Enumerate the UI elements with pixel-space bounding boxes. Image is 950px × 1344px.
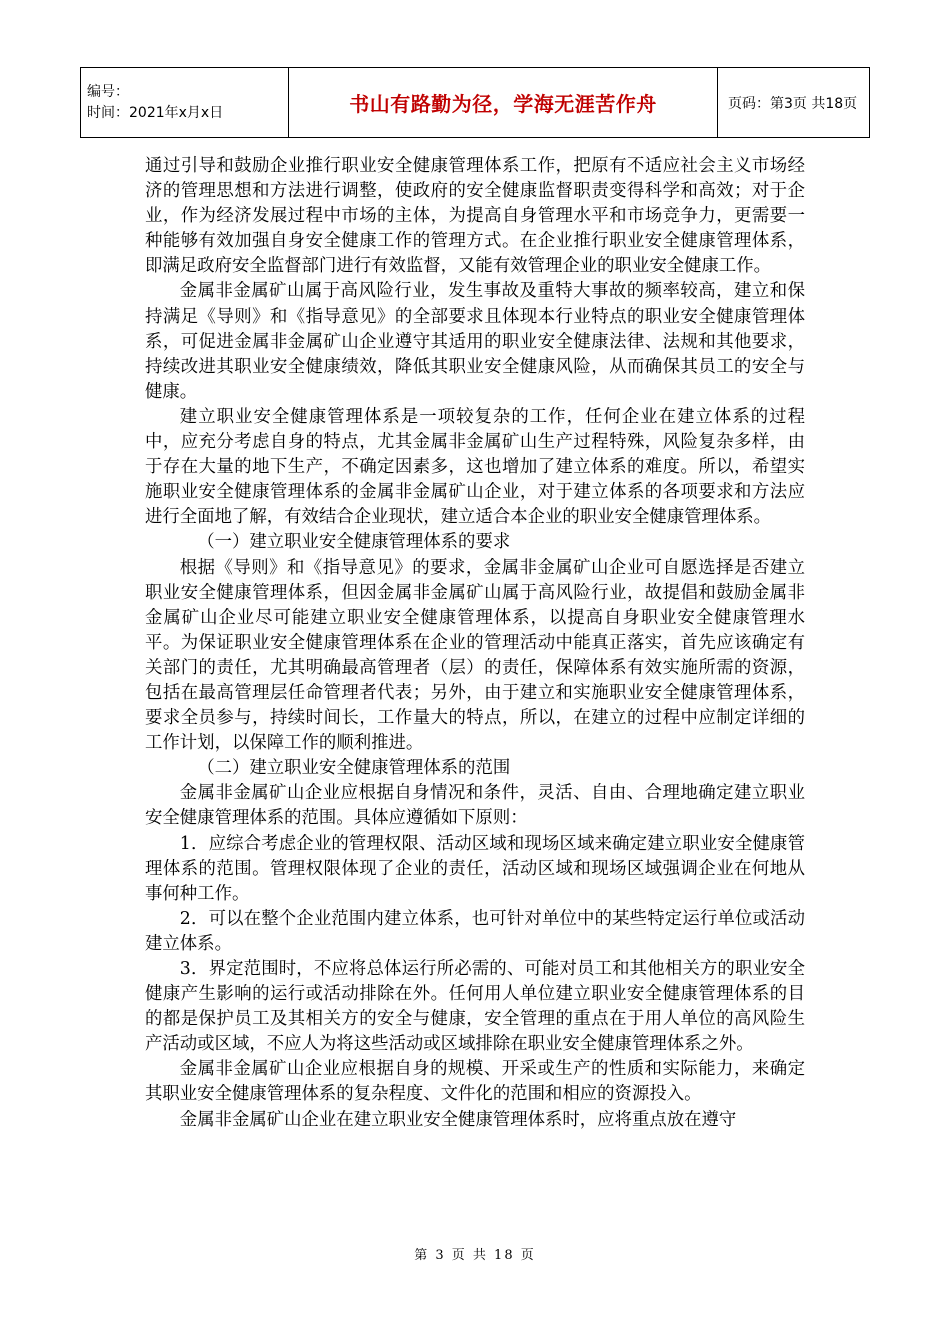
paragraph: 通过引导和鼓励企业推行职业安全健康管理体系工作，把原有不适应社会主义市场经济的管理思想和方法进行调整，使政府的安全健康监督职责变得科学和高效；对于企业，作为经济发展过程中市场的主体，为提高自身管理水平和市场竞争力，更需要一种能够有效加强自身安全健康工作的管理方式。在企业推行职业安全健康管理体系，即满足政府安全监督部门进行有效监督，又能有效管理企业的职业安全健康工作。 — [145, 156, 805, 277]
paragraph: 金属非金属矿山企业应根据自身的规模、开采或生产的性质和实际能力，来确定其职业安全健康管理体系的复杂程度、文件化的范围和相应的资源投入。 — [145, 1059, 805, 1105]
page-header — [80, 67, 870, 138]
header-motto: 书山有路勤为径，学海无涯苦作舟 — [349, 92, 657, 116]
header-meta-cell — [81, 68, 289, 138]
list-item: 1．应综合考虑企业的管理权限、活动区域和现场区域来确定建立职业安全健康管理体系的范围。管理权限体现了企业的责任，活动区域和现场区域强调企业在何地从事何种工作。 — [145, 833, 805, 904]
paragraph: 金属非金属矿山属于高风险行业，发生事故及重特大事故的频率较高，建立和保持满足《导则》和《指导意见》的全部要求且体现本行业特点的职业安全健康管理体系，可促进金属非金属矿山企业遵守其适用的职业安全健康法律、法规和其他要求，持续改进其职业安全健康绩效，降低其职业安全健康风险，从而确保其员工的安全与健康。 — [145, 281, 805, 402]
paragraph: 根据《导则》和《指导意见》的要求，金属非金属矿山企业可自愿选择是否建立职业安全健康管理体系，但因金属非金属矿山属于高风险行业，故提倡和鼓励金属非金属矿山企业尽可能建立职业安全健康管理体系，以提高自身职业安全健康管理水平。为保证职业安全健康管理体系在企业的管理活动中能真正落实，首先应该确定有关部门的责任，尤其明确最高管理者（层）的责任，保障体系有效实施所需的资源，包括在最高管理层任命管理者代表；另外，由于建立和实施职业安全健康管理体系，要求全员参与，持续时间长，工作量大的特点，所以，在建立的过程中应制定详细的工作计划，以保障工作的顺利推进。 — [145, 557, 805, 754]
list-item: 2．可以在整个企业范围内建立体系，也可针对单位中的某些特定运行单位或活动建立体系。 — [145, 908, 805, 954]
header-page-info: 页码：第3页 共18页 — [718, 68, 870, 138]
paragraph: 建立职业安全健康管理体系是一项较复杂的工作，任何企业在建立体系的过程中，应充分考虑自身的特点，尤其金属非金属矿山生产过程特殊，风险复杂多样，由于存在大量的地下生产，不确定因素多，这也增加了建立体系的难度。所以，希望实施职业安全健康管理体系的金属非金属矿山企业，对于建立体系的各项要求和方法应进行全面地了解，有效结合企业现状，建立适合本企业的职业安全健康管理体系。 — [145, 406, 805, 528]
document-body — [145, 154, 805, 1133]
paragraph: 金属非金属矿山企业在建立职业安全健康管理体系时，应将重点放在遵守 — [179, 1109, 737, 1130]
header-motto-cell — [289, 68, 718, 138]
document-time-label: 时间：2021年x月x日 — [87, 104, 224, 121]
section-heading: （二）建立职业安全健康管理体系的范围 — [197, 758, 511, 779]
paragraph: 金属非金属矿山企业应根据自身情况和条件，灵活、自由、合理地确定建立职业安全健康管理体系的范围。具体应遵循如下原则： — [145, 783, 805, 829]
section-heading: （一）建立职业安全健康管理体系的要求 — [197, 532, 511, 553]
document-number-label: 编号： — [87, 83, 129, 100]
page-footer: 第 3 页 共 18 页 — [414, 1248, 536, 1263]
list-item: 3．界定范围时，不应将总体运行所必需的、可能对员工和其他相关方的职业安全健康产生影响的运行或活动排除在外。任何用人单位建立职业安全健康管理体系的目的都是保护员工及其相关方的安全与健康，安全管理的重点在于用人单位的高风险生产活动或区域，不应人为将这些活动或区域排除在职业安全健康管理体系之外。 — [145, 959, 805, 1055]
